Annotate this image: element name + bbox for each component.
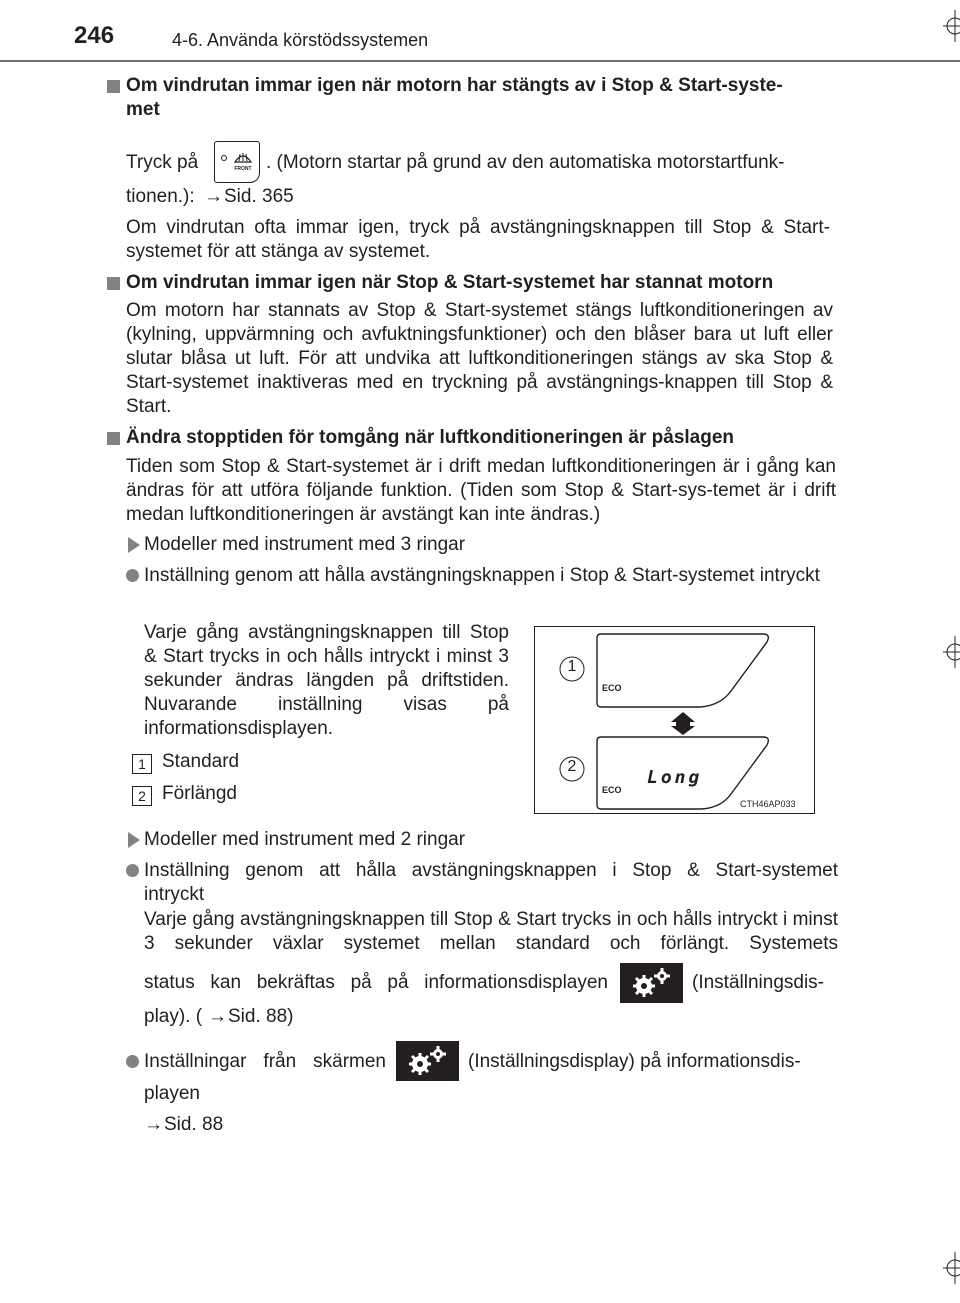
page-reference[interactable]: Sid. 88) bbox=[228, 1006, 294, 1027]
eco-label: ECO bbox=[602, 683, 622, 693]
circle-bullet-icon bbox=[126, 569, 139, 582]
section-heading-cont: met bbox=[126, 99, 160, 120]
eco-label: ECO bbox=[602, 785, 622, 795]
item-label: Standard bbox=[162, 751, 240, 772]
circle-bullet-icon bbox=[126, 864, 139, 877]
bullet-text: Inställning genom att hålla avstängningsknappen i Stop & Start-systemet intryckt bbox=[144, 565, 820, 586]
heading-bullet bbox=[107, 432, 120, 445]
bullet-text-after: (Inställningsdisplay) på informationsdis- bbox=[468, 1051, 801, 1072]
status-text: status kan bekräftas på på informationsdisplayen bbox=[144, 972, 608, 993]
circle-bullet-icon bbox=[126, 1055, 139, 1068]
item-number-box: 2 bbox=[132, 786, 152, 806]
model-title: Modeller med instrument med 3 ringar bbox=[144, 534, 466, 555]
figure-code: CTH46AP033 bbox=[740, 799, 796, 809]
triangle-bullet-icon bbox=[128, 537, 140, 553]
page-reference[interactable]: Sid. 365 bbox=[224, 186, 294, 207]
playen-text: playen bbox=[144, 1083, 200, 1104]
section-heading: Ändra stopptiden för tomgång när luftkonditioneringen är påslagen bbox=[126, 427, 735, 448]
section-title: 4-6. Använda körstödssystemen bbox=[172, 30, 429, 50]
page-number: 246 bbox=[74, 22, 115, 49]
bullet-text: Inställningar från skärmen bbox=[144, 1051, 386, 1072]
paragraph: Om vindrutan ofta immar igen, tryck på avstängningsknappen till Stop & Start-systemet för att stänga av systemet. bbox=[126, 217, 830, 262]
bullet-text: Inställning genom att hålla avstängningsknappen i Stop & Start-systemet bbox=[144, 860, 838, 881]
item-number-box: 1 bbox=[132, 754, 152, 774]
description: Varje gång avstängningsknappen till Stop & Start trycks in och hålls intryckt i minst 3 sekunder växlar systemet mellan standard och förlängt. Systemets bbox=[144, 909, 838, 954]
settings-gear-icon bbox=[396, 1041, 459, 1081]
arrow-icon: → bbox=[204, 186, 223, 207]
arrow-icon: → bbox=[208, 1006, 227, 1027]
page-reference[interactable]: Sid. 88 bbox=[164, 1114, 224, 1135]
arrow-icon: → bbox=[144, 1114, 163, 1135]
model-title: Modeller med instrument med 2 ringar bbox=[144, 829, 466, 850]
triangle-bullet-icon bbox=[128, 832, 140, 848]
section-heading: Om vindrutan immar igen när Stop & Start-systemet har stannat motorn bbox=[126, 272, 774, 293]
description: Varje gång avstängningsknappen till Stop & Start trycks in och hålls intryckt i minst 3 sekunder ändras längden på driftstiden. Nuvarande inställning visas på informationsdisplayen. bbox=[144, 622, 509, 739]
section-heading: Om vindrutan immar igen när motorn har stängts av i Stop & Start-syste- bbox=[126, 75, 783, 96]
bullet-text-cont: intryckt bbox=[144, 884, 205, 905]
long-display-text: Long bbox=[647, 767, 703, 788]
display-illustration bbox=[534, 626, 815, 814]
tryck-pa-text: Tryck på bbox=[126, 152, 199, 173]
item-label: Förlängd bbox=[162, 783, 237, 804]
play-text: play). ( bbox=[144, 1006, 203, 1027]
tryck-pa-rest: . (Motorn startar på grund av den automatiska motorstartfunk- bbox=[266, 152, 785, 173]
heading-bullet bbox=[107, 80, 120, 93]
arrow-down-icon bbox=[671, 726, 695, 735]
callout-number: 1 bbox=[567, 658, 577, 675]
settings-gear-icon bbox=[620, 963, 683, 1003]
paragraph: Om motorn har stannats av Stop & Start-systemet stängs luftkonditioneringen av (kylning, uppvärmning och avfuktningsfunktioner) och den blåser bara ut luft eller slutar blåsa ut luft. För att undvika att luftkonditioneringen stängs av ska Stop & Start-systemet inaktiveras med en tryckning på avstängnings-knappen till Stop & Start. bbox=[126, 300, 833, 417]
heading-bullet bbox=[107, 277, 120, 290]
tionen-text: tionen.): bbox=[126, 186, 195, 207]
front-label: FRONT bbox=[234, 166, 252, 172]
header-divider bbox=[0, 60, 960, 62]
status-after: (Inställningsdis- bbox=[692, 972, 824, 993]
callout-number: 2 bbox=[567, 758, 577, 775]
arrow-up-icon bbox=[671, 712, 695, 722]
front-defogger-button-icon bbox=[214, 141, 260, 183]
paragraph: Tiden som Stop & Start-systemet är i drift medan luftkonditioneringen är i gång kan ändras för att utföra följande funktion. (Tiden som Stop & Start-sys-temet är i drift medan luftkonditioneringen är avstängt kan inte ändras.) bbox=[126, 456, 836, 525]
